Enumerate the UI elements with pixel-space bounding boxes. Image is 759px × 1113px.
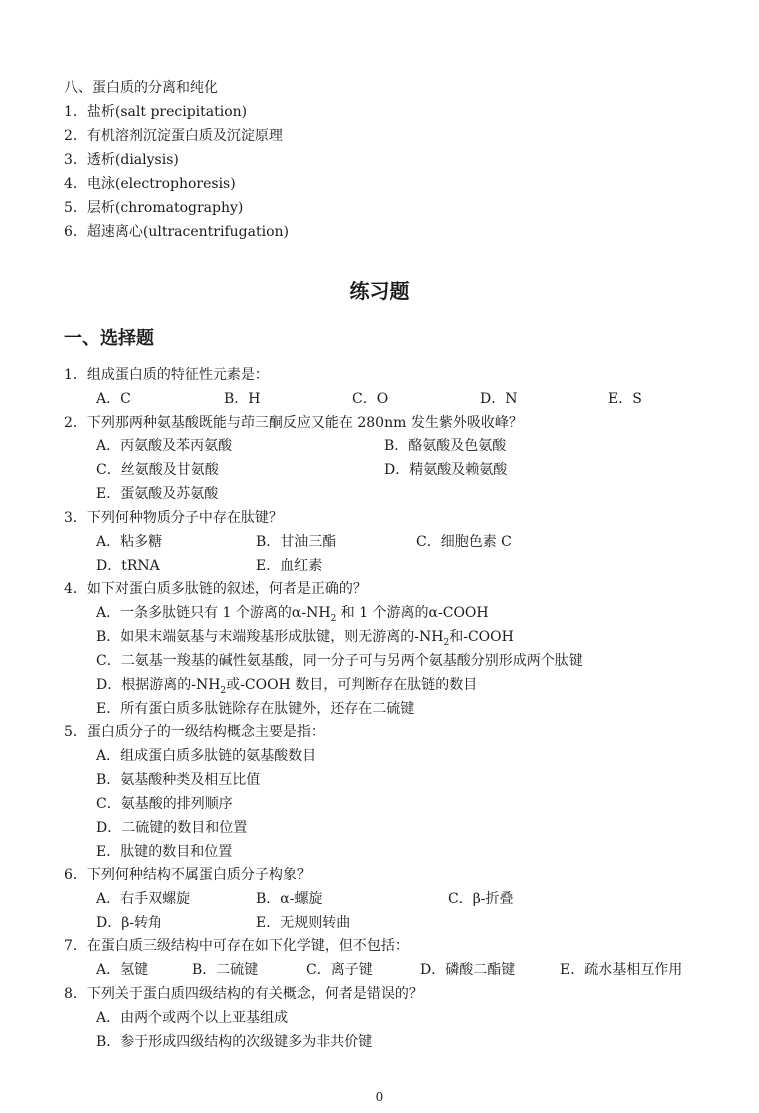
option: A．一条多肽链只有 1 个游离的$\alpha-NH_2$ 和 1 个游离的α-COOH [96,605,489,624]
question-stem: 4．如下对蛋白质多肽链的叙述，何者是正确的？ [64,581,367,597]
option: A．右手双螺旋 [96,891,191,907]
option: E．S [608,391,642,407]
list-item: 1．盐析(salt precipitation) [64,104,248,120]
option: B．如果末端氨基与末端羧基形成肽键，则无游离的$-NH_2$和-COOH [96,629,514,648]
option: A．丙氨酸及苯丙氨酸 [96,438,233,454]
question-stem: 1．组成蛋白质的特征性元素是： [64,367,269,383]
section-heading: 八、蛋白质的分离和纯化 [64,80,218,96]
page-title: 练习题 [349,279,410,303]
option: C．二氨基一羧基的碱性氨基酸，同一分子可与另两个氨基酸分别形成两个肽键 [96,653,583,669]
option: E．所有蛋白质多肽链除存在肽键外，还存在二硫键 [96,701,415,717]
option: D．N [480,391,518,407]
question-stem: 5．蛋白质分子的一级结构概念主要是指： [64,724,325,740]
option: D．二硫键的数目和位置 [96,820,248,836]
option: C．丝氨酸及甘氨酸 [96,462,219,478]
option: C．离子键 [306,962,373,978]
option: C．β-折叠 [448,891,514,907]
question-stem: 3．下列何种物质分子中存在肽键？ [64,510,283,526]
option: E．蛋氨酸及苏氨酸 [96,486,219,502]
option: A．氢键 [96,962,149,978]
option: A．C [96,391,131,407]
option: E．肽键的数目和位置 [96,844,233,860]
option: B．H [224,391,261,407]
option: D．精氨酸及赖氨酸 [384,462,508,478]
option: D．tRNA [96,558,160,574]
question-stem: 6．下列何种结构不属蛋白质分子构象？ [64,867,311,883]
list-item: 4．电泳(electrophoresis) [64,176,236,192]
question-stem: 2．下列那两种氨基酸既能与茚三酮反应又能在 280nm 发生紫外吸收峰？ [64,415,523,431]
option: A．组成蛋白质多肽链的氨基酸数目 [96,748,317,764]
option: E．疏水基相互作用 [560,962,683,978]
option: B．酪氨酸及色氨酸 [384,438,507,454]
list-item: 6．超速离心(ultracentrifugation) [64,224,289,240]
list-item: 5．层析(chromatography) [64,200,244,216]
list-item: 2．有机溶剂沉淀蛋白质及沉淀原理 [64,128,283,144]
option: E．血红素 [256,558,323,574]
option: D．磷酸二酯键 [420,962,516,978]
question-stem: 7．在蛋白质三级结构中可存在如下化学键，但不包括： [64,938,409,954]
option: A．由两个或两个以上亚基组成 [96,1010,289,1026]
option: D．β-转角 [96,915,163,931]
option: B．甘油三酯 [256,534,337,550]
option: B．二硫键 [192,962,259,978]
option: C．O [352,391,389,407]
option: B．参于形成四级结构的次级键多为非共价键 [96,1034,373,1050]
option: C．细胞色素 C [416,534,512,550]
option: C．氨基酸的排列顺序 [96,796,233,812]
part-heading: 一、选择题 [64,328,154,349]
option: B．α-螺旋 [256,891,323,907]
option: D．根据游离的$-NH_2$或-COOH 数目，可判断存在肽链的数目 [96,677,478,696]
list-item: 3．透析(dialysis) [64,152,179,168]
option: A．粘多糖 [96,534,163,550]
option: B．氨基酸种类及相互比值 [96,772,261,788]
question-stem: 8．下列关于蛋白质四级结构的有关概念，何者是错误的？ [64,986,423,1002]
option: E．无规则转曲 [256,915,351,931]
page-number: 0 [375,1090,384,1104]
